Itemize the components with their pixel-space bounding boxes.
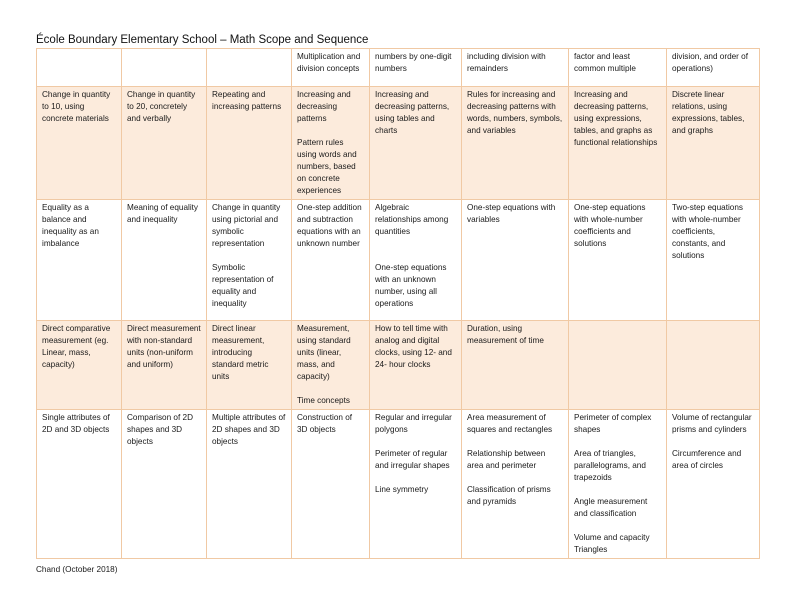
- table-cell: [292, 200, 370, 321]
- cell-text: Measurement, using standard units (linear, mass, and capacity): [297, 324, 351, 381]
- table-cell: [122, 200, 207, 321]
- table-cell: [292, 321, 370, 410]
- cell-text: Direct comparative measurement (eg. Linear, mass, capacity): [42, 324, 111, 369]
- table-cell: [667, 200, 760, 321]
- table-cell: [207, 410, 292, 559]
- table-cell: [569, 410, 667, 559]
- cell-text: Symbolic representation of equality and inequality: [212, 263, 274, 308]
- table-cell: [462, 200, 569, 321]
- table-cell: [37, 87, 122, 200]
- table-cell: [122, 87, 207, 200]
- table-cell: [207, 321, 292, 410]
- cell-text: One-step equations with variables: [467, 203, 556, 224]
- cell-text: Pattern rules using words and numbers, based on concrete experiences: [297, 138, 357, 195]
- cell-text: Meaning of equality and inequality: [127, 203, 199, 224]
- cell-text: Increasing and decreasing patterns: [297, 90, 351, 123]
- table-cell: [292, 87, 370, 200]
- table-row: [37, 321, 760, 410]
- cell-text: Comparison of 2D shapes and 3D objects: [127, 413, 193, 446]
- cell-text: Discrete linear relations, using expressions, tables, and graphs: [672, 90, 745, 135]
- table-cell: [207, 200, 292, 321]
- cell-text: including division with remainders: [467, 52, 546, 73]
- table-cell: [292, 410, 370, 559]
- cell-text: Area measurement of squares and rectangles: [467, 413, 553, 434]
- table-cell: [370, 200, 462, 321]
- table-cell: [122, 321, 207, 410]
- cell-text: Single attributes of 2D and 3D objects: [42, 413, 110, 434]
- cell-text: Volume and capacity Triangles: [574, 533, 650, 554]
- table-cell: [569, 321, 667, 410]
- table-cell: [207, 49, 292, 87]
- table-cell: [569, 200, 667, 321]
- table-cell: [462, 49, 569, 87]
- cell-text: One-step addition and subtraction equations with an unknown number: [297, 203, 362, 248]
- cell-text: Two-step equations with whole-number coefficients, constants, and solutions: [672, 203, 744, 260]
- cell-text: How to tell time with analog and digital clocks, using 12- and 24- hour clocks: [375, 324, 452, 369]
- cell-text: Angle measurement and classification: [574, 497, 648, 518]
- cell-text: Perimeter of regular and irregular shapes: [375, 449, 450, 470]
- table-cell: [569, 87, 667, 200]
- table-cell: [37, 321, 122, 410]
- cell-text: Increasing and decreasing patterns, using tables and charts: [375, 90, 450, 135]
- cell-text: Time concepts: [297, 396, 350, 405]
- table-cell: [37, 49, 122, 87]
- cell-text: Duration, using measurement of time: [467, 324, 544, 345]
- table-row: [37, 410, 760, 559]
- cell-text: Algebraic relationships among quantities: [375, 203, 449, 236]
- table-cell: [569, 49, 667, 87]
- table-row: [37, 200, 760, 321]
- cell-text: One-step equations with whole-number coefficients and solutions: [574, 203, 646, 248]
- table-row: [37, 49, 760, 87]
- table-cell: [462, 321, 569, 410]
- cell-text: factor and least common multiple: [574, 52, 636, 73]
- cell-text: Repeating and increasing patterns: [212, 90, 282, 111]
- page-title: École Boundary Elementary School – Math Scope and Sequence: [36, 34, 369, 46]
- cell-text: Regular and irregular polygons: [375, 413, 452, 434]
- cell-text: Change in quantity to 20, concretely and verbally: [127, 90, 196, 123]
- cell-text: Area of triangles, parallelograms, and trapezoids: [574, 449, 646, 482]
- table-cell: [370, 410, 462, 559]
- cell-text: Multiplication and division concepts: [297, 52, 361, 73]
- table-cell: [37, 410, 122, 559]
- cell-text: One-step equations with an unknown number, using all operations: [375, 263, 447, 308]
- cell-text: Circumference and area of circles: [672, 449, 742, 470]
- table-cell: [370, 321, 462, 410]
- table-cell: [462, 87, 569, 200]
- cell-text: Line symmetry: [375, 485, 429, 494]
- cell-text: Relationship between area and perimeter: [467, 449, 546, 470]
- cell-text: Equality as a balance and inequality as an imbalance: [42, 203, 99, 248]
- table-cell: [122, 49, 207, 87]
- table-row: [37, 87, 760, 200]
- table-cell: [207, 87, 292, 200]
- cell-text: Direct measurement with non-standard units (non-uniform and uniform): [127, 324, 201, 369]
- cell-text: Increasing and decreasing patterns, using expressions, tables, and graphs as functional relationships: [574, 90, 658, 147]
- table-cell: [667, 49, 760, 87]
- cell-text: Rules for increasing and decreasing patterns with words, numbers, symbols, and variables: [467, 90, 563, 135]
- cell-text: Classification of prisms and pyramids: [467, 485, 551, 506]
- table-cell: [667, 410, 760, 559]
- table-cell: [292, 49, 370, 87]
- cell-text: Multiple attributes of 2D shapes and 3D objects: [212, 413, 286, 446]
- table-cell: [462, 410, 569, 559]
- cell-text: division, and order of operations): [672, 52, 749, 73]
- cell-text: Volume of rectangular prisms and cylinders: [672, 413, 752, 434]
- table-cell: [667, 87, 760, 200]
- scope-sequence-table: [36, 48, 760, 559]
- cell-text: Change in quantity using pictorial and symbolic representation: [212, 203, 281, 248]
- cell-text: Perimeter of complex shapes: [574, 413, 652, 434]
- table-cell: [122, 410, 207, 559]
- cell-text: Change in quantity to 10, using concrete materials: [42, 90, 111, 123]
- table-cell: [370, 87, 462, 200]
- cell-text: Direct linear measurement, introducing standard metric units: [212, 324, 269, 381]
- table-cell: [37, 200, 122, 321]
- cell-text: numbers by one-digit numbers: [375, 52, 452, 73]
- footer-credit: Chand (October 2018): [36, 565, 118, 574]
- table-cell: [370, 49, 462, 87]
- table-cell: [667, 321, 760, 410]
- cell-text: Construction of 3D objects: [297, 413, 353, 434]
